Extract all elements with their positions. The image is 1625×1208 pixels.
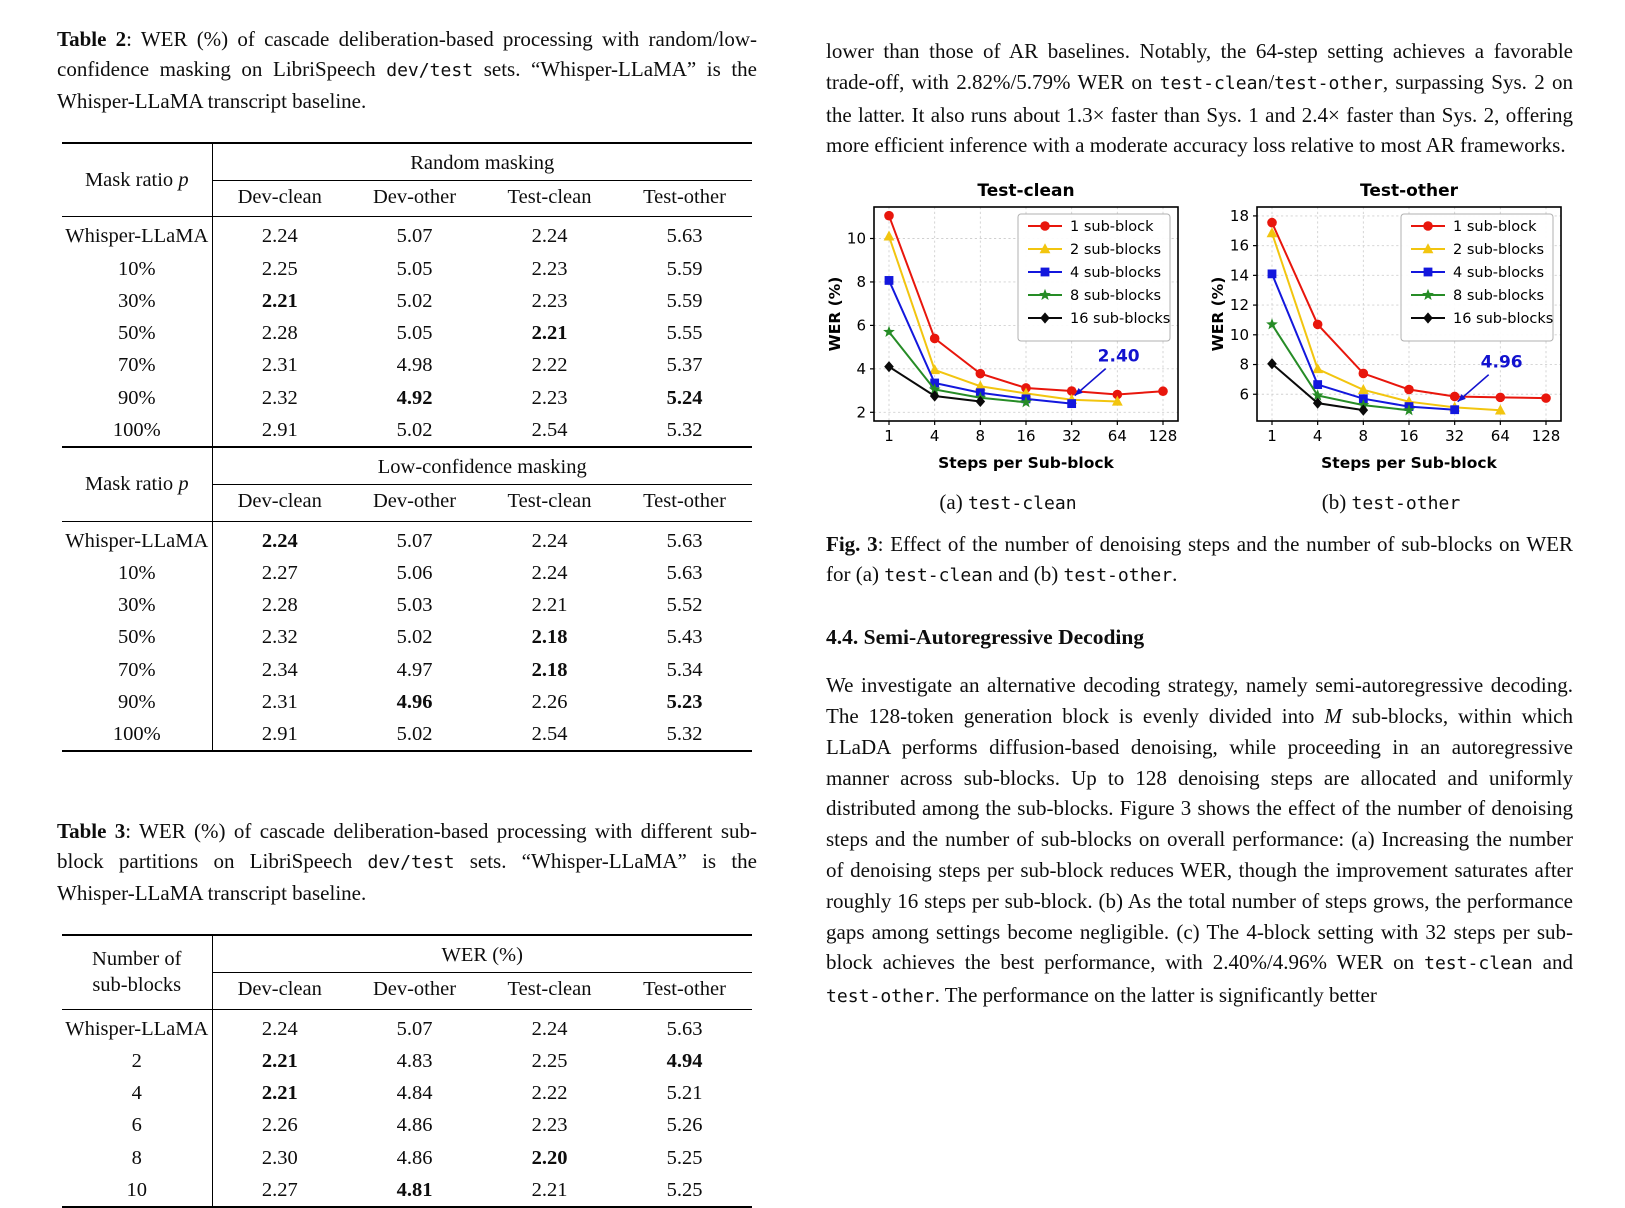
svg-text:1 sub-block: 1 sub-block — [1070, 219, 1154, 236]
table-cell: 2.21 — [531, 1178, 568, 1201]
column-header: Dev-other — [347, 181, 482, 217]
svg-text:1 sub-block: 1 sub-block — [1453, 219, 1537, 236]
table-cell: 2.22 — [531, 354, 568, 377]
table-cell: 5.02 — [396, 289, 433, 312]
table-cell: 2.24 — [531, 529, 568, 552]
table-cell: 5.25 — [666, 1178, 703, 1201]
table-cell: 5.32 — [666, 418, 703, 441]
svg-text:6: 6 — [1239, 385, 1249, 404]
table-row — [62, 1009, 752, 1045]
row-label-cell: 100% — [62, 414, 212, 447]
table-cell: 2.21 — [531, 322, 568, 345]
text-segment: test-other — [1351, 493, 1461, 515]
column-header: Test-other — [617, 485, 752, 521]
left-column — [57, 24, 757, 1208]
svg-text:8 sub-blocks: 8 sub-blocks — [1070, 288, 1162, 305]
column-header: Dev-clean — [212, 181, 347, 217]
table-cell: 2.34 — [261, 658, 298, 681]
column-header: Dev-clean — [212, 973, 347, 1009]
table-row — [62, 654, 752, 686]
table-row — [62, 253, 752, 285]
table-cell: 2.23 — [531, 289, 568, 312]
table-cell: 2.24 — [531, 1017, 568, 1040]
svg-text:32: 32 — [1062, 427, 1082, 446]
svg-text:4.96: 4.96 — [1480, 352, 1523, 373]
column-header: Dev-other — [347, 973, 482, 1009]
table-cell: 2.23 — [531, 257, 568, 280]
text-segment: dev/test — [386, 60, 474, 81]
row-label-cell: 8 — [62, 1142, 212, 1174]
table-cell: 2.21 — [531, 594, 568, 617]
table-cell: 2.22 — [531, 1082, 568, 1105]
table-cell: 4.92 — [396, 386, 433, 409]
table-cell: 5.05 — [396, 322, 433, 345]
table-cell: 2.24 — [531, 225, 568, 248]
table-cell: 5.43 — [666, 626, 703, 649]
text-segment: test-other — [826, 986, 935, 1008]
table-cell: 5.59 — [666, 289, 703, 312]
text-segment: test-other — [1274, 72, 1383, 94]
text-segment: Table 2 — [57, 27, 127, 51]
column-group-title: WER (%) — [212, 935, 752, 973]
table2 — [62, 142, 752, 752]
table-cell: 5.06 — [396, 561, 433, 584]
table-cell: 5.03 — [396, 594, 433, 617]
table-cell: 2.25 — [261, 257, 298, 280]
table-cell: 2.23 — [531, 1114, 568, 1137]
table3 — [62, 934, 752, 1208]
text-segment: test-clean — [884, 565, 993, 587]
svg-text:6: 6 — [856, 316, 866, 335]
svg-text:2 sub-blocks: 2 sub-blocks — [1453, 242, 1545, 259]
svg-text:Steps per Sub-block: Steps per Sub-block — [938, 454, 1114, 473]
table-cell: 2.27 — [261, 1178, 298, 1201]
table-cell: 2.20 — [531, 1146, 568, 1169]
row-label-cell: 50% — [62, 317, 212, 349]
table-cell: 5.37 — [666, 354, 703, 377]
svg-text:128: 128 — [1531, 427, 1561, 446]
text-segment: and (b) — [992, 562, 1064, 587]
table-cell: 5.26 — [666, 1114, 703, 1137]
table-cell: 5.02 — [396, 418, 433, 441]
table-cell: 5.25 — [666, 1146, 703, 1169]
svg-text:2: 2 — [856, 403, 866, 422]
table-cell: 2.25 — [531, 1049, 568, 1072]
table-row — [62, 621, 752, 653]
table-row — [62, 718, 752, 751]
column-header: Test-other — [617, 181, 752, 217]
text-segment: sets. “Whisper-LLaMA” is the Whisper-LLaMA transcript baseline. — [57, 849, 757, 906]
text-segment: We investigate an alternative decoding strategy, namely semi-autoregressive decoding. The 128-token generation block is evenly divided into — [826, 673, 1573, 728]
text-segment: (b) — [1321, 490, 1352, 515]
table-cell: 4.94 — [666, 1049, 703, 1072]
svg-text:1: 1 — [1267, 427, 1277, 446]
text-segment: and — [1532, 950, 1573, 975]
row-group-label — [62, 447, 212, 521]
text-segment: Fig. 3 — [826, 532, 878, 557]
text-segment: test-clean — [1159, 72, 1269, 94]
text-segment: test-other — [1063, 565, 1173, 587]
table-cell: 5.59 — [666, 257, 703, 280]
table-cell: 5.52 — [666, 594, 703, 617]
table-cell: 5.24 — [666, 386, 703, 409]
table-cell: 2.21 — [261, 1082, 298, 1105]
table-cell: 5.55 — [666, 322, 703, 345]
text-segment: : WER (%) of cascade deliberation-based processing with random/low-confidence masking on LibriSpeech — [57, 27, 757, 81]
table-cell: 5.34 — [666, 658, 703, 681]
text-segment: sets. “Whisper-LLaMA” is the Whisper-LLaMA transcript baseline. — [57, 57, 757, 113]
table-row — [62, 935, 752, 973]
svg-text:Test-other: Test-other — [1360, 181, 1458, 202]
table-cell: 2.31 — [261, 354, 298, 377]
svg-text:8: 8 — [1358, 427, 1369, 446]
table-cell: 2.18 — [531, 658, 568, 681]
text-segment: dev/test — [367, 852, 455, 874]
table-row — [62, 349, 752, 381]
svg-text:64: 64 — [1107, 427, 1127, 446]
chart-block-test-clean — [826, 181, 1190, 515]
svg-text:WER (%): WER (%) — [826, 276, 844, 352]
table-row — [62, 317, 752, 349]
right-column — [826, 36, 1573, 1013]
table-cell: 4.86 — [396, 1146, 433, 1169]
svg-text:Steps per Sub-block: Steps per Sub-block — [1321, 454, 1497, 473]
table-cell: 5.07 — [396, 1017, 433, 1040]
table-cell: 4.83 — [396, 1049, 433, 1072]
row-label-cell: 6 — [62, 1109, 212, 1141]
row-label-cell: Whisper-LLaMA — [62, 521, 212, 557]
table2-caption — [57, 24, 757, 116]
table-row — [62, 382, 752, 414]
svg-text:16: 16 — [1229, 236, 1249, 255]
table-cell: 5.63 — [666, 561, 703, 584]
text-segment: test-clean — [1424, 953, 1533, 975]
table-cell: 2.23 — [531, 386, 568, 409]
table-cell: 4.96 — [396, 690, 433, 713]
table-cell: 4.98 — [396, 354, 433, 377]
table-cell: 5.07 — [396, 225, 433, 248]
table-cell: 2.54 — [531, 418, 568, 441]
svg-text:4: 4 — [856, 360, 866, 379]
table-row — [62, 143, 752, 181]
table-cell: 2.32 — [261, 626, 298, 649]
table-row — [62, 686, 752, 718]
column-header: Test-clean — [482, 181, 617, 217]
table-cell: 5.32 — [666, 722, 703, 745]
table-cell: 2.28 — [261, 322, 298, 345]
svg-text:10: 10 — [846, 229, 866, 248]
table-cell: 2.18 — [531, 626, 568, 649]
row-label-cell: Whisper-LLaMA — [62, 217, 212, 253]
table-cell: 2.21 — [261, 1049, 298, 1072]
column-group-title: Low-confidence masking — [212, 447, 752, 485]
text-segment: p — [178, 169, 189, 192]
svg-text:4 sub-blocks: 4 sub-blocks — [1070, 265, 1162, 282]
figure3-caption — [826, 529, 1573, 591]
text-segment: / — [1268, 69, 1275, 94]
text-segment: Table 3 — [57, 819, 126, 844]
table-cell: 4.84 — [396, 1082, 433, 1105]
svg-text:WER (%): WER (%) — [1209, 276, 1227, 352]
text-segment: Mask ratio — [84, 473, 179, 496]
text-segment: : Effect of the number of denoising steps and the number of sub-blocks on WER for (a) — [826, 532, 1573, 587]
svg-text:1: 1 — [884, 427, 894, 446]
row-label-cell: 30% — [62, 589, 212, 621]
table-cell: 4.86 — [396, 1114, 433, 1137]
table-cell: 2.54 — [531, 722, 568, 745]
svg-text:32: 32 — [1445, 427, 1465, 446]
row-label-cell: 70% — [62, 349, 212, 381]
text-segment: lower than those of AR baselines. Notably, the 64-step setting achieves a favorable trade-off, with 2.82%/5.79% WER on — [826, 39, 1573, 94]
table-cell: 2.24 — [261, 529, 298, 552]
table-cell: 5.63 — [666, 225, 703, 248]
column-header: Dev-clean — [212, 485, 347, 521]
row-label-cell: 2 — [62, 1045, 212, 1077]
table-cell: 2.24 — [261, 225, 298, 248]
table-cell: 5.23 — [666, 690, 703, 713]
text-segment: . — [1172, 562, 1178, 587]
table-cell: 5.21 — [666, 1082, 703, 1105]
row-label-cell: 10% — [62, 557, 212, 589]
svg-text:10: 10 — [1229, 325, 1249, 344]
row-label-cell: 90% — [62, 382, 212, 414]
chart-test-clean — [826, 181, 1188, 481]
svg-text:4: 4 — [929, 427, 940, 446]
table-cell: 2.32 — [261, 386, 298, 409]
table-row — [62, 1109, 752, 1141]
table-row — [62, 217, 752, 253]
column-header: Test-clean — [482, 485, 617, 521]
svg-text:8: 8 — [975, 427, 986, 446]
table-cell: 2.26 — [531, 690, 568, 713]
table-cell: 2.30 — [261, 1146, 298, 1169]
row-label-cell: 100% — [62, 718, 212, 751]
svg-text:16: 16 — [1016, 427, 1036, 446]
svg-text:16 sub-blocks: 16 sub-blocks — [1453, 311, 1554, 328]
table-cell: 2.24 — [261, 1017, 298, 1040]
table-row — [62, 1045, 752, 1077]
column-header: Test-other — [617, 973, 752, 1009]
table-row — [62, 589, 752, 621]
table-row — [62, 1077, 752, 1109]
row-label-cell: Whisper-LLaMA — [62, 1009, 212, 1045]
svg-text:128: 128 — [1148, 427, 1178, 446]
table-row — [62, 1142, 752, 1174]
table-row — [62, 521, 752, 557]
table-cell: 2.24 — [531, 561, 568, 584]
text-segment: M — [1324, 703, 1342, 728]
table-cell: 2.27 — [261, 561, 298, 584]
table-cell: 4.81 — [396, 1178, 433, 1201]
svg-text:8 sub-blocks: 8 sub-blocks — [1453, 288, 1545, 305]
svg-text:18: 18 — [1229, 207, 1249, 226]
column-group-title: Random masking — [212, 143, 752, 181]
table-cell: 5.02 — [396, 722, 433, 745]
table-cell: 4.97 — [396, 658, 433, 681]
svg-text:12: 12 — [1229, 296, 1249, 315]
subcaption-b — [1209, 490, 1573, 515]
table-cell: 2.28 — [261, 594, 298, 617]
text-segment: . The performance on the latter is significantly better — [934, 983, 1377, 1008]
table-row — [62, 414, 752, 447]
svg-text:2.40: 2.40 — [1097, 346, 1140, 367]
text-segment: Number of — [92, 948, 182, 971]
table-cell: 2.21 — [261, 289, 298, 312]
subcaption-a — [826, 490, 1190, 515]
table-row — [62, 1174, 752, 1207]
table3-caption — [57, 816, 757, 908]
svg-text:8: 8 — [1239, 355, 1249, 374]
figure3 — [826, 181, 1573, 515]
text-segment: (a) — [939, 490, 968, 515]
row-group-label — [62, 143, 212, 217]
table-cell: 2.31 — [261, 690, 298, 713]
svg-text:2 sub-blocks: 2 sub-blocks — [1070, 242, 1162, 259]
table-cell: 5.07 — [396, 529, 433, 552]
text-segment: , surpassing Sys. 2 on the latter. It also runs about 1.3× faster than Sys. 1 and 2.4× faster than Sys. 2, offering more efficient inference with a moderate accuracy loss relative to most AR frameworks. — [826, 69, 1573, 158]
text-segment: : WER (%) of cascade deliberation-based processing with different sub-block partitions on LibriSpeech — [57, 819, 758, 874]
row-label-cell: 4 — [62, 1077, 212, 1109]
svg-text:64: 64 — [1490, 427, 1510, 446]
row-label-cell: 30% — [62, 285, 212, 317]
text-segment: sub-blocks — [92, 974, 182, 997]
svg-text:4 sub-blocks: 4 sub-blocks — [1453, 265, 1545, 282]
row-label-cell: 70% — [62, 654, 212, 686]
row-label-cell: 50% — [62, 621, 212, 653]
table-cell: 5.63 — [666, 1017, 703, 1040]
table-cell: 2.91 — [261, 418, 298, 441]
svg-text:8: 8 — [856, 273, 866, 292]
svg-text:16: 16 — [1399, 427, 1419, 446]
text-segment: test-clean — [967, 493, 1077, 515]
table-row — [62, 557, 752, 589]
table-cell: 5.02 — [396, 626, 433, 649]
svg-text:14: 14 — [1229, 266, 1249, 285]
table-cell: 2.91 — [261, 722, 298, 745]
table-cell: 2.26 — [261, 1114, 298, 1137]
row-group-label — [62, 935, 212, 1009]
table-cell: 5.05 — [396, 257, 433, 280]
table-row — [62, 285, 752, 317]
row-label-cell: 10% — [62, 253, 212, 285]
svg-text:Test-clean: Test-clean — [977, 181, 1075, 202]
table-row — [62, 447, 752, 485]
table-cell: 5.63 — [666, 529, 703, 552]
svg-text:4: 4 — [1312, 427, 1323, 446]
row-label-cell: 90% — [62, 686, 212, 718]
text-segment: Mask ratio — [84, 169, 179, 192]
row-label-cell: 10 — [62, 1174, 212, 1207]
chart-block-test-other — [1209, 181, 1573, 515]
text-segment: sub-blocks, within which LLaDA performs diffusion-based denoising, while proceeding in an autoregressive manner across sub-blocks. Up to 128 denoising steps are allocated and uniformly distributed among the sub-blocks. Figure 3 shows the effect of the number of denoising steps and the number of sub-blocks on overall performance: (a) Increasing the number of denoising steps per sub-block reduces WER, though the improvement saturates after roughly 16 steps per sub-block. (b) As the total number of steps grows, the performance gaps among settings become negligible. (c) The 4-block setting with 32 steps per sub-block achieves the best performance, with 2.40%/4.96% WER on — [826, 703, 1573, 975]
svg-text:16 sub-blocks: 16 sub-blocks — [1070, 311, 1171, 328]
paragraph-ar-baselines — [826, 36, 1573, 161]
text-segment: p — [178, 473, 189, 496]
column-header: Dev-other — [347, 485, 482, 521]
paragraph-semi-ar — [826, 670, 1573, 1013]
column-header: Test-clean — [482, 973, 617, 1009]
chart-test-other — [1209, 181, 1571, 481]
section-heading-4-4: 4.4. Semi-Autoregressive Decoding — [826, 625, 1145, 650]
